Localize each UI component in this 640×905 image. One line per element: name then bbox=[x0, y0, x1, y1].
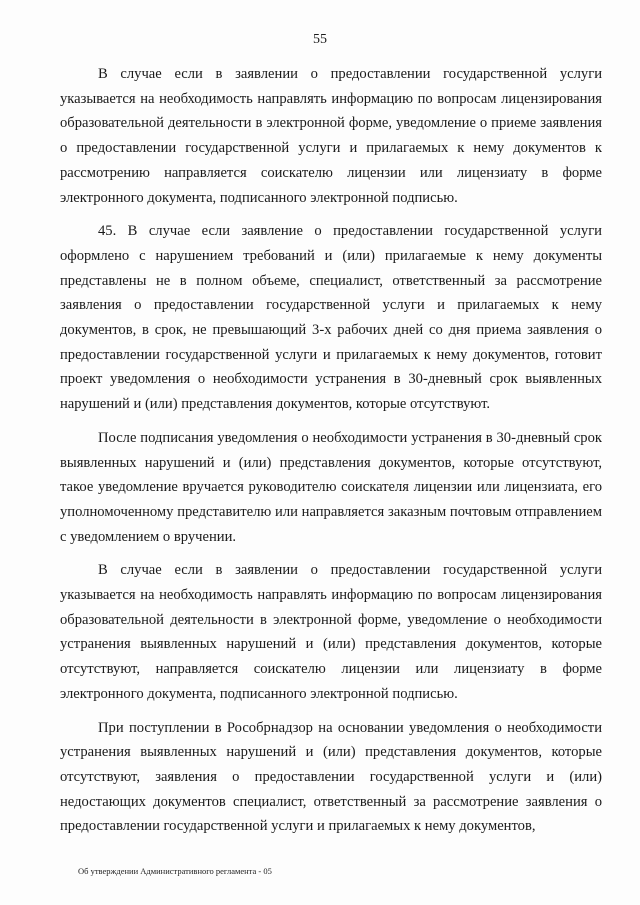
paragraph: 45. В случае если заявление о предоставлении государственной услуги оформлено с нарушением требований и (или) прилагаемые к нему документы представлены не в полном объеме, специалист, ответственный за рассмотрение заявления о предоставлении государственной услуги и прилагаемых к нему документов, в срок, не превышающий 3-х рабочих дней со дня приема заявления о предоставлении государственной услуги и прилагаемых к нему документов, готовит проект уведомления о необходимости устранения в 30-дневный срок выявленных нарушений и (или) представления документов, которые отсутствуют. bbox=[60, 223, 602, 413]
paragraph: В случае если в заявлении о предоставлении государственной услуги указывается на необходимость направлять информацию по вопросам лицензирования образовательной деятельности в электронной форме, уведомление о необходимости устранения выявленных нарушений и (или) представления документов, которые отсутствуют, направляется соискателю лицензии или лицензиату в форме электронного документа, подписанного электронной подписью. bbox=[60, 562, 602, 702]
paragraph: При поступлении в Рособрнадзор на основании уведомления о необходимости устранения выявленных нарушений и (или) представления документов, которые отсутствуют, заявления о предоставлении государственной услуги и (или) недостающих документов специалист, ответственный за рассмотрение заявления о предоставлении государственной услуги и прилагаемых к нему документов, bbox=[60, 719, 602, 835]
page-number: 55 bbox=[313, 32, 327, 47]
paragraph: В случае если в заявлении о предоставлении государственной услуги указывается на необходимость направлять информацию по вопросам лицензирования образовательной деятельности в электронной форме, уведомление о приеме заявления о предоставлении государственной услуги и прилагаемых к нему документов к рассмотрению направляется соискателю лицензии или лицензиату в форме электронного документа, подписанного электронной подписью. bbox=[60, 66, 602, 206]
document-body bbox=[60, 62, 602, 848]
page-footer: Об утверждении Административного регламента - 05 bbox=[78, 866, 272, 876]
paragraph: После подписания уведомления о необходимости устранения в 30-дневный срок выявленных нарушений и (или) представления документов, которые отсутствуют, такое уведомление вручается руководителю соискателя лицензии или лицензиата, его уполномоченному представителю или направляется заказным почтовым отправлением с уведомлением о вручении. bbox=[60, 429, 602, 545]
